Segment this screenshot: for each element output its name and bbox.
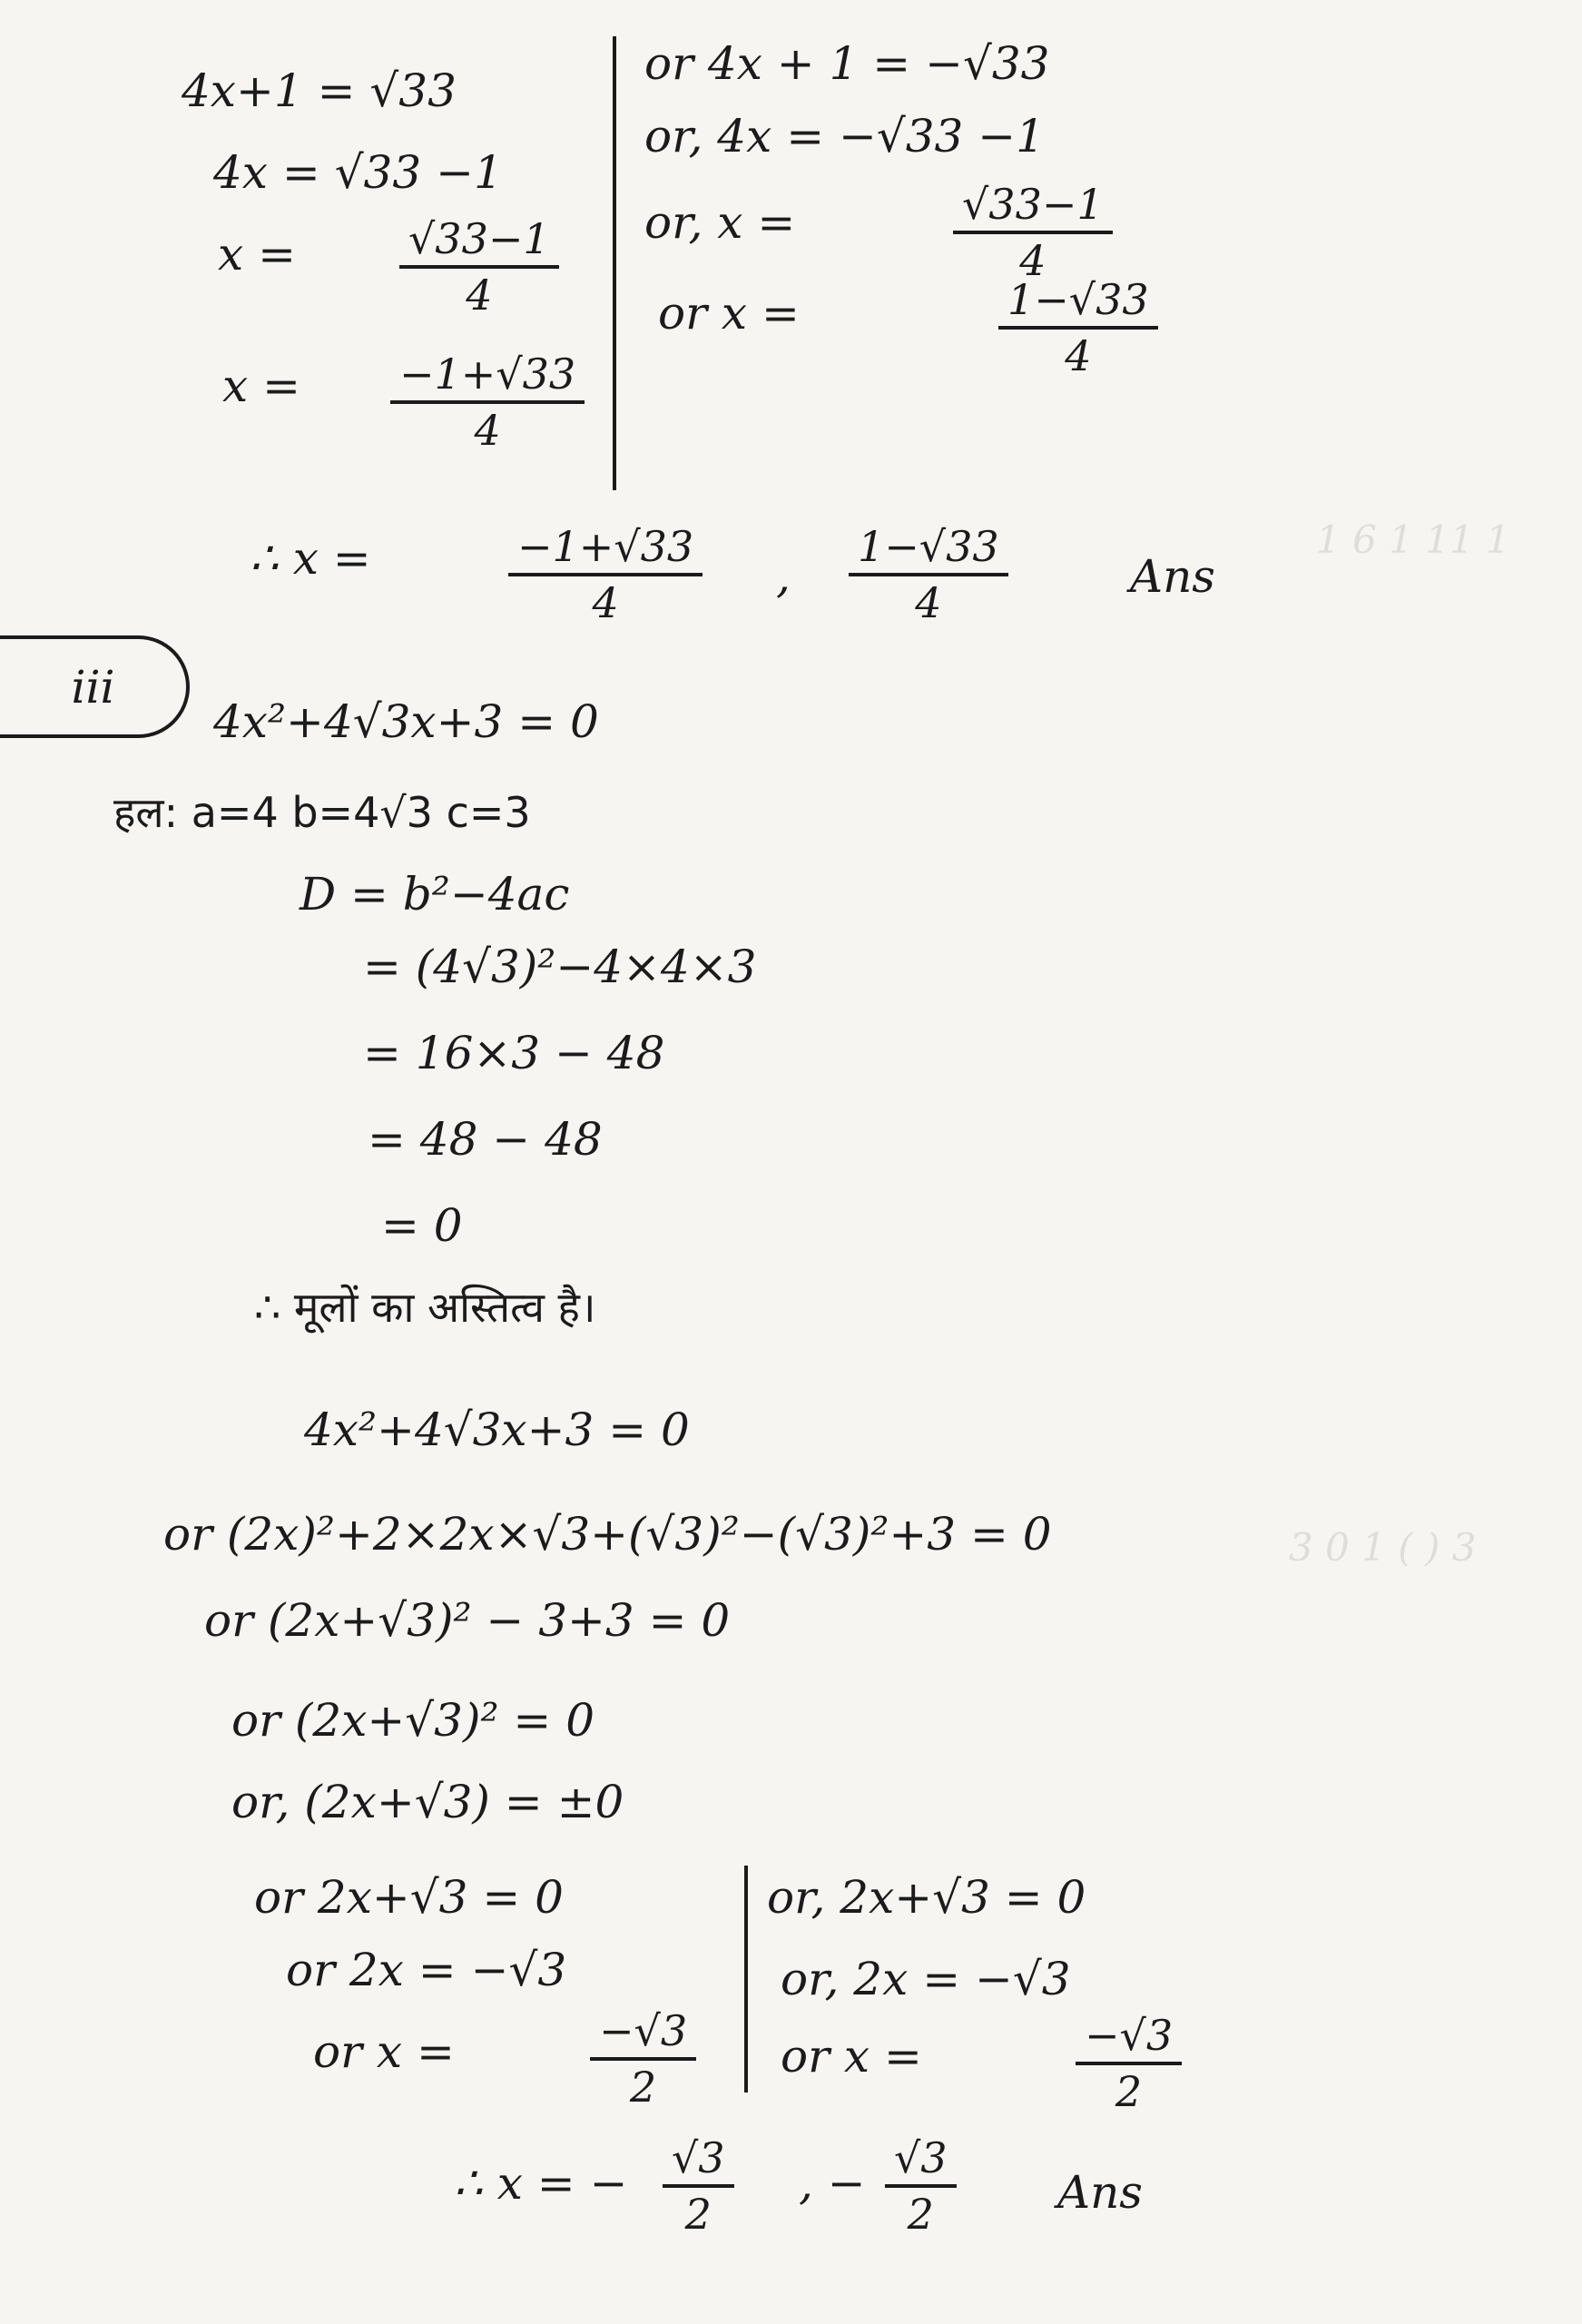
step-line: 4x²+4√3x+3 = 0	[304, 1403, 690, 1456]
case-line: or, 2x+√3 = 0	[767, 1871, 1086, 1924]
bleed-through-mark: 3 0 1 ( ) 3	[1289, 1525, 1477, 1570]
numerator: √3	[885, 2133, 957, 2188]
answer-mark: Ans	[1057, 2166, 1143, 2219]
conclusion-prefix: ∴ x =	[250, 532, 371, 585]
fraction	[508, 522, 703, 627]
question-label: iii	[0, 635, 190, 738]
eq-line: 4x = √33 −1	[213, 146, 503, 199]
numerator: √33−1	[953, 180, 1113, 234]
numerator: −1+√33	[390, 350, 585, 404]
given-values: हल: a=4 b=4√3 c=3	[113, 788, 531, 837]
step-line: or (2x)²+2×2x×√3+(√3)²−(√3)²+3 = 0	[163, 1508, 1052, 1561]
eq-line: or 4x + 1 = −√33	[644, 37, 1050, 90]
numerator: −1+√33	[508, 522, 703, 576]
fraction	[953, 180, 1113, 285]
disc-line: = 16×3 − 48	[363, 1027, 665, 1079]
fraction	[885, 2133, 957, 2239]
denominator: 4	[1019, 236, 1046, 285]
fraction	[663, 2133, 734, 2239]
numerator: √33−1	[399, 214, 559, 269]
numerator: 1−√33	[849, 522, 1008, 576]
denominator: 4	[1065, 331, 1092, 380]
eq-lhs: x =	[222, 359, 300, 412]
numerator: 1−√33	[998, 275, 1158, 330]
eq-line: or, 4x = −√33 −1	[644, 110, 1045, 162]
disc-line: = 48 − 48	[368, 1113, 603, 1166]
separator: ,	[776, 550, 791, 603]
hindi-conclusion: ∴ मूलों का अस्तित्व है।	[254, 1283, 596, 1332]
denominator: 2	[1115, 2067, 1143, 2116]
eq-lhs: or x =	[781, 2030, 922, 2083]
case-line: or, 2x = −√3	[781, 1953, 1071, 2005]
fraction	[998, 275, 1158, 380]
answer-mark: Ans	[1130, 550, 1215, 603]
step-line: or (2x+√3)² − 3+3 = 0	[204, 1594, 731, 1647]
denominator: 4	[592, 578, 619, 627]
fraction	[849, 522, 1008, 627]
eq-line: 4x+1 = √33	[182, 64, 457, 117]
column-divider	[744, 1866, 748, 2093]
denominator: 2	[907, 2190, 934, 2239]
bleed-through-mark: 1 6 1 11 1	[1316, 517, 1510, 562]
eq-lhs: or x =	[658, 287, 800, 340]
denominator: 4	[474, 406, 501, 455]
fraction	[1076, 2011, 1182, 2116]
eq-lhs: or x =	[313, 2025, 455, 2078]
step-line: or (2x+√3)² = 0	[231, 1694, 595, 1747]
disc-line: D = b²−4ac	[300, 868, 570, 921]
numerator: −√3	[590, 2006, 696, 2061]
step-line: or, (2x+√3) = ±0	[231, 1776, 624, 1828]
denominator: 2	[684, 2190, 712, 2239]
eq-lhs: or, x =	[644, 196, 796, 249]
separator: , −	[799, 2157, 866, 2210]
fraction	[590, 2006, 696, 2112]
column-divider	[613, 36, 616, 490]
final-prefix: ∴ x = −	[454, 2157, 628, 2210]
case-line: or 2x+√3 = 0	[254, 1871, 564, 1924]
fraction	[399, 214, 559, 320]
denominator: 2	[629, 2063, 657, 2112]
case-line: or 2x = −√3	[286, 1944, 567, 1996]
numerator: −√3	[1076, 2011, 1182, 2065]
eq-lhs: x =	[218, 228, 296, 281]
denominator: 4	[466, 271, 493, 320]
denominator: 4	[915, 578, 942, 627]
numerator: √3	[663, 2133, 734, 2188]
disc-line: = 0	[381, 1199, 463, 1252]
question-equation: 4x²+4√3x+3 = 0	[213, 695, 599, 748]
disc-line: = (4√3)²−4×4×3	[363, 940, 757, 993]
fraction	[390, 350, 585, 455]
